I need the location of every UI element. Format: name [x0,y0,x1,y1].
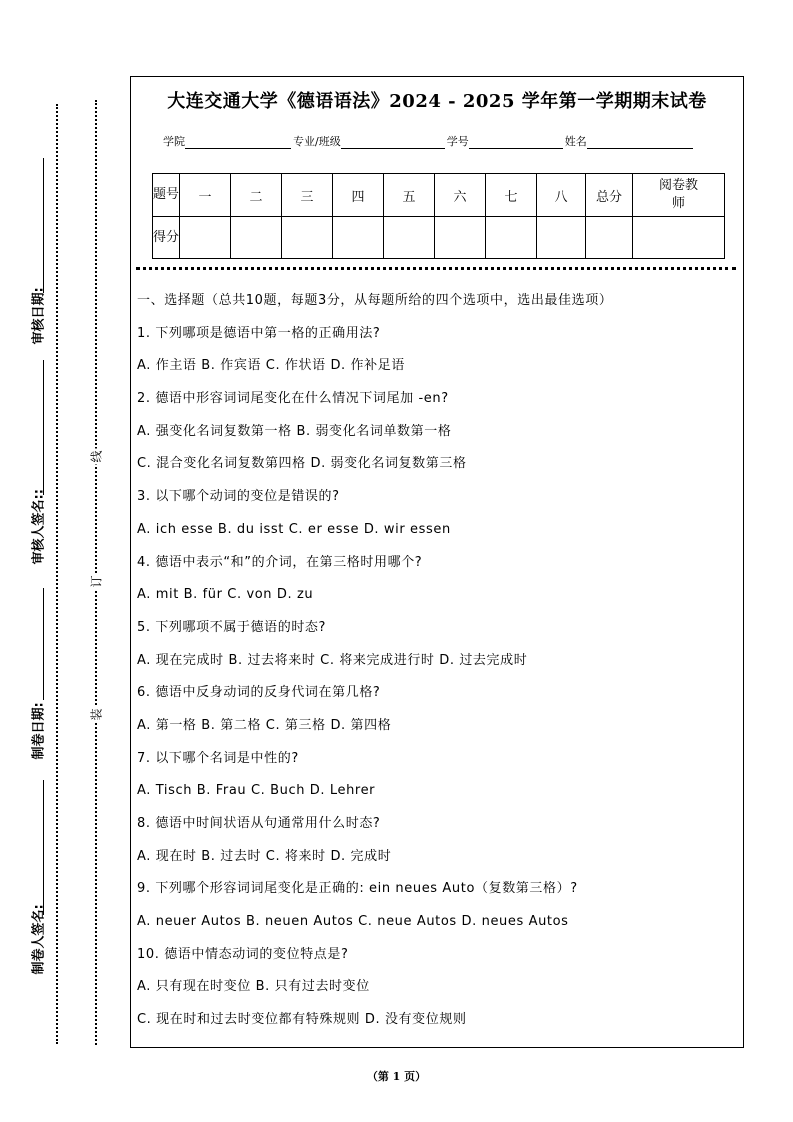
question-line: 8. 德语中时间状语从句通常用什么时态? [137,816,381,831]
question-line: 2. 德语中形容词词尾变化在什么情况下词尾加 -en? [137,391,449,407]
score-cell-grader[interactable] [633,217,725,259]
question-line: 1. 下列哪项是德语中第一格的正确用法? [137,325,381,341]
student-id-field[interactable] [469,136,563,149]
options-line: C. 混合变化名词复数第四格 D. 弱变化名词复数第三格 [137,456,467,472]
col-5: 五 [384,174,435,217]
reviewer-sign-label: 审核人签名:: [31,489,47,565]
major-field[interactable] [341,136,445,149]
options-line: A. 作主语 B. 作宾语 C. 作状语 D. 作补足语 [137,358,405,374]
score-table-header-row [153,174,725,217]
binding-char-ding: 订 [89,575,104,588]
score-table [152,173,725,259]
col-1: 一 [180,174,231,217]
options-line: A. 只有现在时变位 B. 只有过去时变位 [137,979,370,995]
college-field[interactable] [185,136,291,149]
question-line: 5. 下列哪项不属于德语的时态? [137,619,327,635]
col-3: 三 [282,174,333,217]
name-label: 姓名 [564,135,587,148]
review-date-line [43,158,44,293]
name-field[interactable] [587,136,693,149]
score-cell-3[interactable] [282,217,333,259]
question-line: 4. 德语中表示“和”的介词，在第三格时用哪个? [137,554,423,570]
col-total: 总分 [586,174,633,217]
question-line: 3. 以下哪个动词的变位是错误的? [137,489,340,505]
question-number-label: 题号 [153,174,180,217]
maker-sign-label: 制卷人签名: [31,904,47,975]
score-cell-7[interactable] [486,217,537,259]
binding-dotted-line-right [95,100,97,1045]
exam-title: 大连交通大学《德语语法》2024 - 2025 学年第一学期期末试卷 [167,91,707,112]
options-line: C. 现在时和过去时变位都有特殊规则 D. 没有变位规则 [137,1012,467,1028]
options-line: A. ich esse B. du isst C. er esse D. wir essen [137,521,451,537]
binding-char-xian: 线 [89,450,104,463]
options-line: A. mit B. für C. von D. zu [137,587,314,603]
major-label: 专业/班级 [293,135,341,148]
binding-char-zhuang: 装 [89,708,104,721]
question-line: 7. 以下哪个名词是中性的? [137,750,299,766]
score-cell-total[interactable] [586,217,633,259]
options-line: A. 现在时 B. 过去时 C. 将来时 D. 完成时 [137,848,392,864]
dotted-separator [136,267,736,270]
reviewer-sign-line [43,360,44,495]
exam-frame [130,76,744,1048]
student-info-row [163,133,695,149]
score-cell-5[interactable] [384,217,435,259]
student-id-label: 学号 [446,135,469,148]
question-line: 10. 德语中情态动词的变位特点是? [137,946,349,962]
options-line: A. 强变化名词复数第一格 B. 弱变化名词单数第一格 [137,423,452,439]
col-grader: 阅卷教师 [633,174,725,217]
score-cell-1[interactable] [180,217,231,259]
question-line: 6. 德语中反身动词的反身代词在第几格? [137,685,381,701]
score-cell-4[interactable] [333,217,384,259]
options-line: A. Tisch B. Frau C. Buch D. Lehrer [137,783,376,799]
binding-dotted-line-left [56,104,58,1044]
maker-sign-line [43,780,44,915]
options-line: A. neuer Autos B. neuen Autos C. neue Autos D. neues Autos [137,914,569,930]
section-heading: 一、选择题（总共10题，每题3分，从每题所给的四个选项中，选出最佳选项） [137,293,613,308]
score-cell-8[interactable] [537,217,586,259]
make-date-label: 制卷日期: [31,702,47,760]
options-line: A. 现在完成时 B. 过去将来时 C. 将来完成进行时 D. 过去完成时 [137,652,528,668]
col-8: 八 [537,174,586,217]
col-2: 二 [231,174,282,217]
score-cell-2[interactable] [231,217,282,259]
col-7: 七 [486,174,537,217]
col-6: 六 [435,174,486,217]
col-4: 四 [333,174,384,217]
college-label: 学院 [163,135,185,148]
question-section [137,291,737,1043]
question-line: 9. 下列哪个形容词词尾变化是正确的: ein neues Auto（复数第三格）? [137,881,578,897]
score-label: 得分 [153,217,180,259]
options-line: A. 第一格 B. 第二格 C. 第三格 D. 第四格 [137,717,392,733]
score-cell-6[interactable] [435,217,486,259]
page-number: （第 1 页） [366,1070,427,1083]
make-date-line [43,588,44,700]
score-table-score-row [153,217,725,259]
review-date-label: 审核日期: [31,287,47,345]
